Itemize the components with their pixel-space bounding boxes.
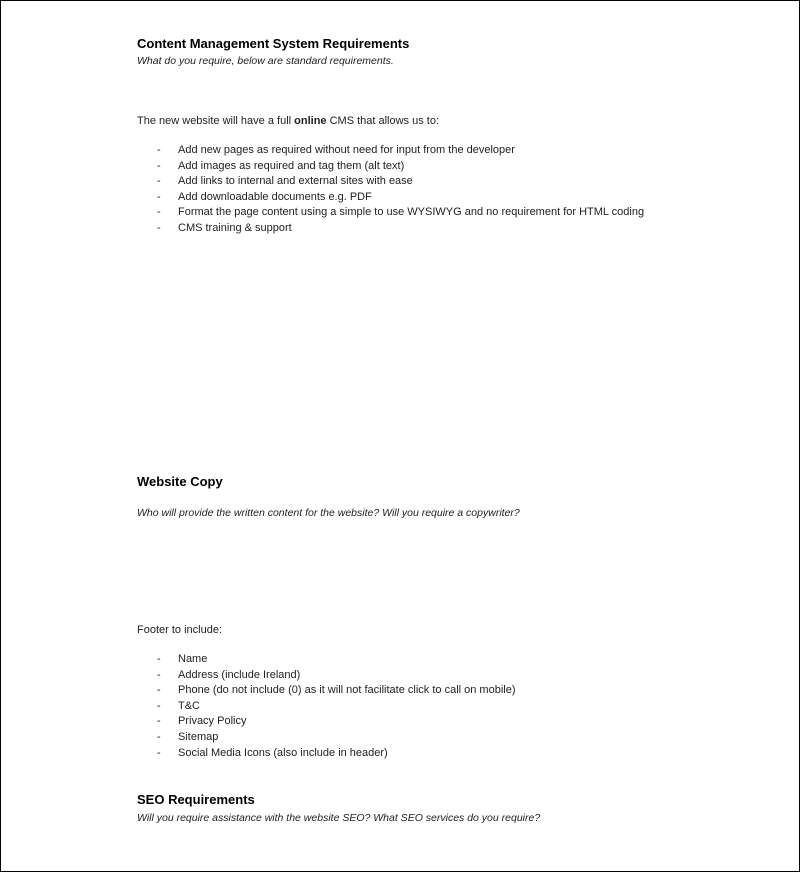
list-item <box>157 746 516 762</box>
list-item-text: Name <box>178 653 208 665</box>
list-item <box>157 159 644 175</box>
list-item-text: Add images as required and tag them (alt text) <box>178 159 405 172</box>
bullet-dash: - <box>157 730 161 743</box>
list-item-text: Add new pages as required without need for input from the developer <box>178 144 515 156</box>
list-item <box>157 668 516 684</box>
list-item <box>157 699 516 715</box>
list-item <box>157 221 644 237</box>
seo-heading: SEO Requirements <box>137 792 255 807</box>
bullet-dash: - <box>157 715 161 728</box>
bullet-dash: - <box>157 206 161 219</box>
bullet-dash: - <box>157 159 161 172</box>
bullet-dash: - <box>157 653 161 665</box>
cms-requirements-list <box>157 143 644 237</box>
bullet-dash: - <box>157 699 161 712</box>
list-item <box>157 205 644 221</box>
bullet-dash: - <box>157 190 161 203</box>
list-item-text: T&C <box>178 699 200 712</box>
list-item-text: Social Media Icons (also include in header) <box>178 746 388 759</box>
website-copy-heading: Website Copy <box>137 474 223 489</box>
bullet-dash: - <box>157 175 161 188</box>
list-item <box>157 652 516 668</box>
cms-intro-end: CMS that allows us to: <box>326 115 440 127</box>
list-item <box>157 683 516 699</box>
list-item-text: Sitemap <box>178 730 219 743</box>
cms-intro-start: The new website will have a full <box>137 115 295 127</box>
bullet-dash: - <box>157 746 161 759</box>
footer-intro: Footer to include: <box>137 624 222 636</box>
cms-subtitle: What do you require, below are standard requirements. <box>137 55 394 67</box>
list-item <box>157 174 644 190</box>
list-item-text: CMS training & support <box>178 221 292 234</box>
footer-items-list <box>157 652 516 761</box>
list-item-text: Add links to internal and external sites with ease <box>178 175 413 188</box>
list-item-text: Format the page content using a simple to use WYSIWYG and no requirement for HTML coding <box>178 206 645 219</box>
bullet-dash: - <box>157 144 161 156</box>
website-copy-question: Who will provide the written content for the website? Will you require a copywriter? <box>137 507 520 519</box>
list-item-text: Add downloadable documents e.g. PDF <box>178 190 372 203</box>
bullet-dash: - <box>157 668 161 681</box>
list-item <box>157 143 644 159</box>
list-item-text: Phone (do not include (0) as it will not facilitate click to call on mobile) <box>178 684 516 697</box>
list-item <box>157 730 516 746</box>
bullet-dash: - <box>157 221 161 234</box>
list-item-text: Privacy Policy <box>178 715 247 728</box>
list-item <box>157 714 516 730</box>
cms-heading: Content Management System Requirements <box>137 36 410 51</box>
list-item <box>157 190 644 206</box>
seo-question: Will you require assistance with the website SEO? What SEO services do you require? <box>137 812 541 824</box>
list-item-text: Address (include Ireland) <box>178 668 301 681</box>
cms-intro <box>137 115 439 127</box>
cms-intro-bold: online <box>294 115 327 127</box>
bullet-dash: - <box>157 684 161 697</box>
